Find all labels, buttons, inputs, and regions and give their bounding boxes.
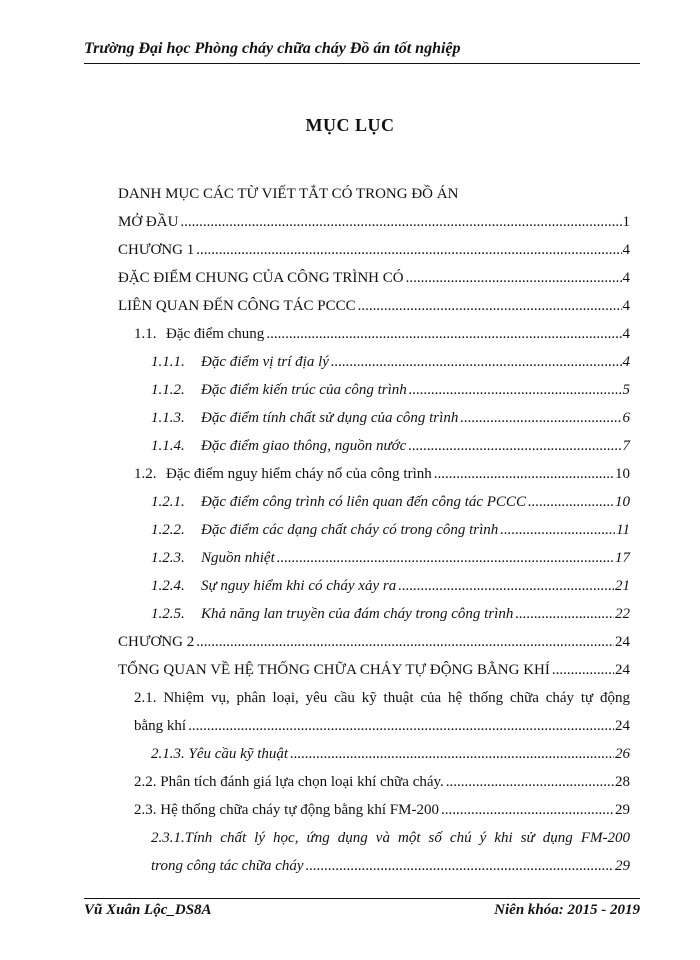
page-title: MỤC LỤC [305, 115, 395, 135]
toc-entry[interactable]: 1.1. Đặc điểm chung ..... 4 [134, 323, 630, 345]
toc-entry-line: 2.3.1.Tính chất lý học, ứng dụng và một số chú ý khi sử dụng FM-200 [151, 830, 630, 846]
toc-entry[interactable]: CHƯƠNG 2 ..... 24 [118, 631, 630, 653]
toc-entry[interactable]: ĐẶC ĐIỂM CHUNG CỦA CÔNG TRÌNH CÓ ..... 4 [118, 267, 630, 289]
toc-entry[interactable]: 1.2.2. Đặc điểm các dạng chất cháy có trong công trình ..... 11 [151, 519, 630, 541]
toc-entry[interactable]: MỞ ĐẦU ..... 1 [118, 211, 630, 233]
toc-entry[interactable]: trong công tác chữa cháy ..... 29 [151, 855, 630, 877]
toc-entry[interactable]: 1.2.5. Khả năng lan truyền của đám cháy trong công trình ..... 22 [151, 603, 630, 625]
toc-entry[interactable]: 1.1.2. Đặc điểm kiến trúc của công trình ..... 5 [151, 379, 630, 401]
toc-entry[interactable]: 1.1.1. Đặc điểm vị trí địa lý ..... 4 [151, 351, 630, 373]
toc-entry[interactable]: 1.2.3. Nguồn nhiệt ..... 17 [151, 547, 630, 569]
toc-abbrev: DANH MỤC CÁC TỪ VIẾT TẮT CÓ TRONG ĐỒ ÁN [118, 186, 459, 202]
footer-rule [84, 898, 640, 899]
toc-entry[interactable]: 1.2. Đặc điểm nguy hiểm cháy nổ của công trình ..... 10 [134, 463, 630, 485]
toc-entry[interactable]: 1.1.3. Đặc điểm tính chất sử dụng của công trình ..... 6 [151, 407, 630, 429]
toc-entry-line: 2.1. Nhiệm vụ, phân loại, yêu cầu kỹ thuật của hệ thống chữa cháy tự động [134, 690, 630, 706]
footer-author: Vũ Xuân Lộc_DS8A [84, 902, 212, 918]
header-rule [84, 63, 640, 64]
page-header: Trường Đại học Phòng cháy chữa cháy Đồ án tốt nghiệp [84, 40, 461, 57]
toc-entry[interactable]: 2.2. Phân tích đánh giá lựa chọn loại khí chữa cháy. ..... 28 [134, 771, 630, 793]
toc-entry[interactable]: CHƯƠNG 1 ..... 4 [118, 239, 630, 261]
toc-entry[interactable]: 1.2.4. Sự nguy hiểm khi có cháy xảy ra ..... 21 [151, 575, 630, 597]
footer-years: Niên khóa: 2015 - 2019 [494, 902, 640, 918]
toc-entry[interactable]: 1.1.4. Đặc điểm giao thông, nguồn nước ..... 7 [151, 435, 630, 457]
toc-entry[interactable]: LIÊN QUAN ĐẾN CÔNG TÁC PCCC ..... 4 [118, 295, 630, 317]
toc-entry[interactable]: bằng khí ..... 24 [134, 715, 630, 737]
toc-entry[interactable]: 2.3. Hệ thống chữa cháy tự động bằng khí FM-200 ..... 29 [134, 799, 630, 821]
toc-entry[interactable]: TỔNG QUAN VỀ HỆ THỐNG CHỮA CHÁY TỰ ĐỘNG BẰNG KHÍ ..... 24 [118, 659, 630, 681]
toc-entry[interactable]: 1.2.1. Đặc điểm công trình có liên quan đến công tác PCCC ..... 10 [151, 491, 630, 513]
toc-entry[interactable]: 2.1.3. Yêu cầu kỹ thuật ..... 26 [151, 743, 630, 765]
